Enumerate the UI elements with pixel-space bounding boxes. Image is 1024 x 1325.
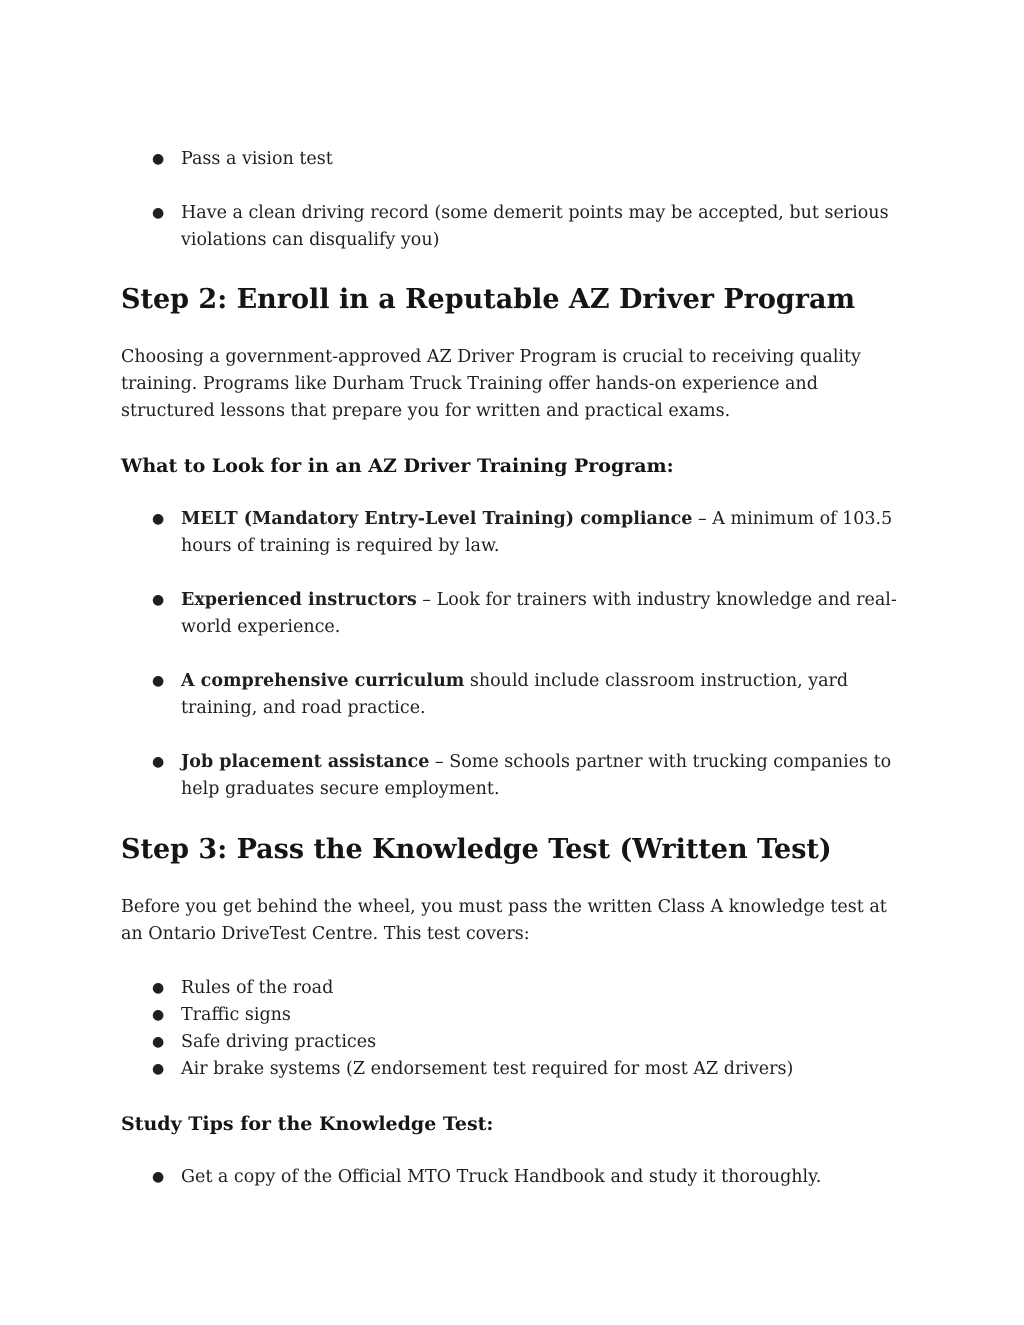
list-item [121, 975, 911, 1002]
list-item [121, 1056, 911, 1083]
program-criteria-list [121, 506, 911, 803]
list-item-text: Have a clean driving record (some demerit points may be accepted, but serious violations can disqualify you) [181, 203, 889, 250]
list-item-text: Rules of the road [181, 978, 334, 998]
bullet-icon: ● [152, 1169, 165, 1185]
bullet-icon: ● [152, 1007, 165, 1023]
list-item [121, 1164, 911, 1191]
list-item [121, 146, 911, 173]
test-topics-list [121, 975, 911, 1083]
bullet-icon: ● [152, 511, 165, 527]
list-item-text: Pass a vision test [181, 149, 333, 169]
list-item [121, 749, 911, 803]
list-item-bold: A comprehensive curriculum [181, 671, 465, 691]
list-item-text: should include classroom instruction, yard training, and road practice. [181, 671, 849, 718]
list-item-text: Traffic signs [181, 1005, 291, 1025]
list-item-text: – A minimum of 103.5 hours of training is required by law. [181, 509, 893, 556]
requirements-list [121, 146, 911, 254]
list-item [121, 668, 911, 722]
bullet-icon: ● [152, 1061, 165, 1077]
list-item-bold: Job placement assistance [181, 752, 430, 772]
list-item [121, 506, 911, 560]
list-item [121, 1029, 911, 1056]
bullet-icon: ● [152, 1034, 165, 1050]
bullet-icon: ● [152, 754, 165, 770]
bullet-icon: ● [152, 151, 165, 167]
list-item [121, 587, 911, 641]
list-item-text: Air brake systems (Z endorsement test required for most AZ drivers) [181, 1059, 794, 1079]
list-item [121, 1002, 911, 1029]
step3-subheading: Study Tips for the Knowledge Test: [121, 1113, 494, 1135]
list-item-bold: Experienced instructors [181, 590, 417, 610]
list-item-bold: MELT (Mandatory Entry-Level Training) compliance [181, 509, 693, 529]
step2-heading: Step 2: Enroll in a Reputable AZ Driver Program [121, 284, 856, 315]
step3-paragraph: Before you get behind the wheel, you must pass the written Class A knowledge test at an Ontario DriveTest Centre. This test covers: [121, 897, 887, 944]
step3-heading: Step 3: Pass the Knowledge Test (Written Test) [121, 834, 832, 865]
bullet-icon: ● [152, 205, 165, 221]
bullet-icon: ● [152, 980, 165, 996]
list-item-text: – Some schools partner with trucking companies to help graduates secure employment. [181, 752, 892, 799]
list-item-text: – Look for trainers with industry knowledge and real-world experience. [181, 590, 897, 637]
step2-paragraph: Choosing a government-approved AZ Driver Program is crucial to receiving quality training. Programs like Durham Truck Training offer hands-on experience and structured lessons that prepare you for written and practical exams. [121, 347, 861, 421]
list-item-text: Get a copy of the Official MTO Truck Handbook and study it thoroughly. [181, 1167, 822, 1187]
step2-subheading: What to Look for in an AZ Driver Training Program: [121, 455, 674, 477]
list-item [121, 200, 911, 254]
study-tips-list [121, 1164, 911, 1191]
bullet-icon: ● [152, 592, 165, 608]
bullet-icon: ● [152, 673, 165, 689]
list-item-text: Safe driving practices [181, 1032, 377, 1052]
